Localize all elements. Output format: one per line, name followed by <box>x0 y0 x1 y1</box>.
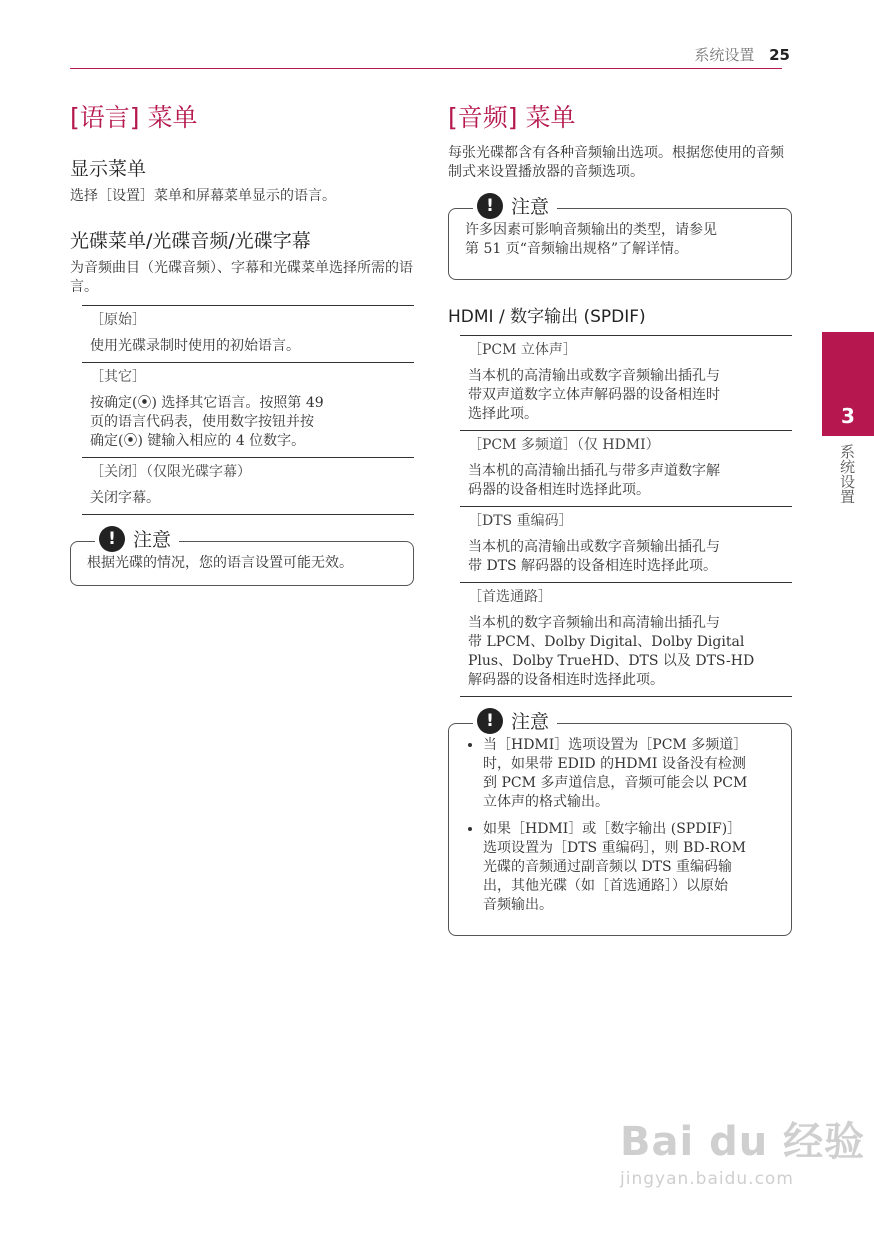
table-row <box>82 363 414 458</box>
note-box <box>70 528 414 586</box>
exclamation-icon: ! <box>477 708 503 734</box>
right-column <box>448 98 792 936</box>
note-label: 注意 <box>511 711 550 733</box>
option-term: ［原始］ <box>90 312 146 328</box>
exclamation-icon: ! <box>477 193 503 219</box>
option-term: ［PCM 立体声］ <box>468 342 577 358</box>
watermark-url: jingyan.baidu.com <box>620 1169 794 1189</box>
option-term: ［PCM 多频道］（仅 HDMI） <box>468 437 660 453</box>
audio-options-table <box>460 335 792 697</box>
language-menu-title: [语言] 菜单 <box>70 103 198 132</box>
chapter-label: 系统设置 <box>838 444 856 504</box>
option-term: ［首选通路］ <box>468 589 552 605</box>
disc-menu-heading: 光碟菜单/光碟音频/光碟字幕 <box>70 230 311 252</box>
watermark-brand: Bai du 经验 <box>620 1119 866 1165</box>
note-title <box>473 707 557 734</box>
exclamation-icon: ! <box>99 526 125 552</box>
note-title <box>473 192 557 219</box>
table-row <box>82 306 414 363</box>
option-term: ［DTS 重编码］ <box>468 513 573 529</box>
chapter-tab <box>822 332 874 436</box>
note-label: 注意 <box>133 529 172 551</box>
disc-menu-text: 为音频曲目（光碟音频）、字幕和光碟菜单选择所需的语言。 <box>70 260 413 295</box>
chapter-number: 3 <box>841 404 855 428</box>
option-desc: 当本机的数字音频输出和高清输出插孔与 带 LPCM、Dolby Digital、Dolby Digital Plus、Dolby TrueHD、DTS 以及 DTS-HD 解码器的设备相连时选择此项。 <box>468 615 755 688</box>
note-box <box>448 195 792 280</box>
table-row <box>460 583 792 697</box>
header-rule <box>70 68 782 69</box>
note-title <box>95 525 179 552</box>
option-term: ［其它］ <box>90 369 146 385</box>
note-text: 根据光碟的情况，您的语言设置可能无效。 <box>87 555 353 571</box>
option-term: ［关闭］（仅限光碟字幕） <box>90 464 251 480</box>
note-text: 许多因素可影响音频输出的类型，请参见 第 51 页“音频输出规格”了解详情。 <box>465 222 717 257</box>
note-label: 注意 <box>511 196 550 218</box>
list-item: • 如果［HDMI］或［数字输出 (SPDIF)］ 选项设置为［DTS 重编码］，则 BD-ROM 光碟的音频通过副音频以 DTS 重编码输 出，其他光碟（如［首选通路］）以原始 音频输出。 <box>483 820 777 915</box>
note-box <box>448 710 792 936</box>
option-desc: 按确定(⦿) 选择其它语言。按照第 49 页的语言代码表，使用数字按钮并按 确定(⦿) 键输入相应的 4 位数字。 <box>90 395 324 449</box>
option-desc: 关闭字幕。 <box>90 490 160 506</box>
page-header <box>694 44 790 65</box>
page-number: 25 <box>769 46 790 64</box>
audio-intro-text: 每张光碟都含有各种音频输出选项。根据您使用的音频制式来设置播放器的音频选项。 <box>448 145 784 180</box>
left-column <box>70 98 414 586</box>
table-row <box>82 458 414 515</box>
audio-menu-title: [音频] 菜单 <box>448 103 576 132</box>
note-list <box>465 736 777 915</box>
option-desc: 使用光碟录制时使用的初始语言。 <box>90 338 300 354</box>
hdmi-heading: HDMI / 数字输出 (SPDIF) <box>448 307 646 327</box>
table-row <box>460 336 792 431</box>
table-row <box>460 507 792 583</box>
display-menu-text: 选择［设置］菜单和屏幕菜单显示的语言。 <box>70 188 336 204</box>
list-item: • 当［HDMI］选项设置为［PCM 多频道］ 时，如果带 EDID 的HDMI 设备没有检测 到 PCM 多声道信息，音频可能会以 PCM 立体声的格式输出。 <box>483 736 777 812</box>
option-desc: 当本机的高清输出或数字音频输出插孔与 带 DTS 解码器的设备相连时选择此项。 <box>468 539 720 574</box>
display-menu-heading: 显示菜单 <box>70 158 147 180</box>
option-desc: 当本机的高清输出插孔与带多声道数字解 码器的设备相连时选择此项。 <box>468 463 720 498</box>
header-section: 系统设置 <box>694 46 755 64</box>
language-options-table <box>82 305 414 515</box>
table-row <box>460 431 792 507</box>
baidu-watermark <box>620 1110 865 1189</box>
option-desc: 当本机的高清输出或数字音频输出插孔与 带双声道数字立体声解码器的设备相连时 选择此项。 <box>468 368 720 422</box>
